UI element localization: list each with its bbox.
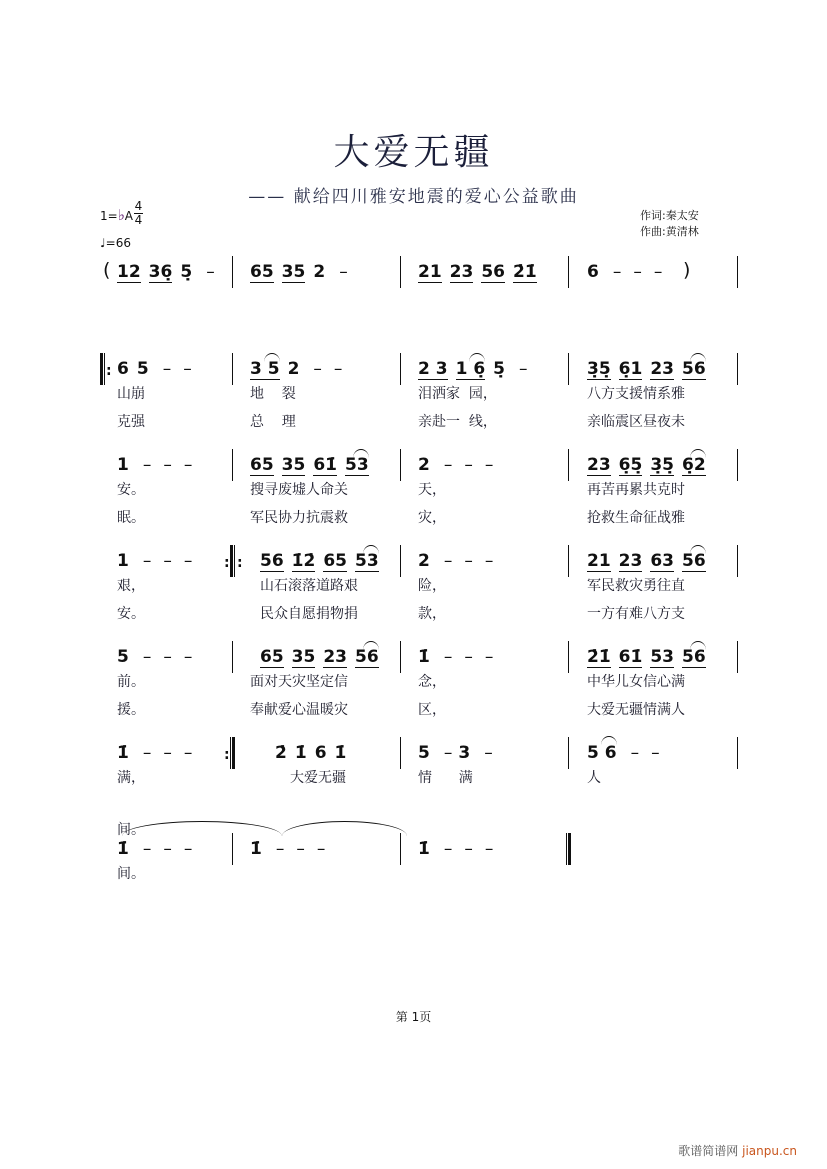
note-group: – xyxy=(163,743,172,763)
note-group: 35 xyxy=(281,262,306,282)
note-group: – xyxy=(443,455,453,475)
lyric-line: 人 xyxy=(587,770,601,786)
note-group: 6 xyxy=(117,359,129,379)
lyric-line: 民众自愿捐物捐 xyxy=(260,606,358,622)
barline xyxy=(232,641,233,673)
note-group: 1 xyxy=(117,551,129,571)
note-group: 5 xyxy=(117,647,129,667)
lyric-line: 抢救生命征战雅 xyxy=(587,510,685,526)
note-group: – xyxy=(142,647,152,667)
tempo-value: =66 xyxy=(105,236,131,250)
note-group: 23 xyxy=(650,359,675,379)
note-group: – xyxy=(464,647,473,667)
repeat-barline xyxy=(230,545,235,577)
note-group: 56 xyxy=(355,647,379,667)
intro-close-paren: ) xyxy=(683,259,691,281)
staff-row xyxy=(0,551,827,622)
staff-row xyxy=(0,455,827,526)
note-group: – xyxy=(339,262,348,282)
tempo-marking xyxy=(100,236,131,250)
note-group: 56 xyxy=(260,551,284,571)
time-bottom: 4 xyxy=(134,213,143,227)
note-group: – xyxy=(316,839,326,859)
lyric-line: 山石滚落道路艰 xyxy=(260,578,358,594)
lyric-line: 大爱无疆 xyxy=(290,770,346,786)
lyric-line: 险， xyxy=(418,578,446,594)
note-group: – xyxy=(651,743,660,763)
note-group: 56 xyxy=(682,647,706,667)
song-title: 大爱无疆 xyxy=(333,132,494,173)
lyric-line: 搜寻废墟人命关 xyxy=(250,482,348,498)
note-group: – xyxy=(443,647,453,667)
note-group: – xyxy=(443,551,453,571)
end-repeat-barline xyxy=(230,737,235,769)
note-group: 2 3 xyxy=(418,359,448,379)
key-note: A xyxy=(124,209,133,223)
lyric-line: 一方有难八方支 xyxy=(587,606,685,622)
note-group: 56 xyxy=(481,262,506,282)
lyric-line: 灾， xyxy=(418,510,446,526)
note-group: – xyxy=(464,551,473,571)
measure xyxy=(250,262,354,292)
barline xyxy=(400,641,401,673)
lyric-line: 念， xyxy=(418,674,446,690)
note-group: – xyxy=(296,839,305,859)
note-group: – xyxy=(484,839,494,859)
note-group: 6̣1 xyxy=(618,359,643,379)
note-group: 6 xyxy=(587,262,599,282)
start-repeat-barline xyxy=(100,353,105,385)
note-group: – xyxy=(142,839,152,859)
note-group: 65 xyxy=(323,551,348,571)
lyric-line: 军民协力抗震救 xyxy=(250,510,348,526)
time-top: 4 xyxy=(134,199,143,213)
measure xyxy=(418,839,499,869)
note-group: 21 xyxy=(587,551,611,571)
note-group: 1̇ xyxy=(117,743,129,763)
lyric-line: 山崩 xyxy=(117,386,145,402)
note-group: – xyxy=(633,262,642,282)
note-group: – xyxy=(183,647,193,667)
note-group: 5 xyxy=(418,743,430,763)
note-group: – xyxy=(163,839,172,859)
barline xyxy=(568,256,569,288)
note-group: 1̇ xyxy=(117,839,129,859)
lyricist: 作词:秦太安 xyxy=(640,209,699,222)
note-group: – xyxy=(333,359,343,379)
watermark-cn: 歌谱简谱网 xyxy=(678,1144,739,1158)
lyric-line: 克强 xyxy=(117,414,145,430)
barline xyxy=(737,449,738,481)
lyric-line: 安。 xyxy=(117,606,145,622)
note-group: – xyxy=(630,743,640,763)
lyric-line: 地 裂 xyxy=(250,386,296,402)
note-group: – xyxy=(163,455,172,475)
barline xyxy=(400,545,401,577)
measure xyxy=(418,262,545,292)
note-group: – xyxy=(183,551,193,571)
note-group: – xyxy=(464,455,473,475)
note-group: – xyxy=(464,839,473,859)
lyric-line: 亲赴一 线， xyxy=(418,414,497,430)
note-group: 1 6̣ xyxy=(455,359,486,379)
note-group: 23 xyxy=(449,262,474,282)
note-group: 2̇1̇ xyxy=(587,647,611,667)
note-group: 61̇ xyxy=(618,647,643,667)
barline xyxy=(232,256,233,288)
barline xyxy=(737,641,738,673)
note-group: 36̣ xyxy=(148,262,173,282)
note-group: – xyxy=(313,359,322,379)
barline xyxy=(568,449,569,481)
lyric-line: 中华儿女信心满 xyxy=(587,674,685,690)
note-group: 53 xyxy=(355,551,379,571)
barline xyxy=(232,353,233,385)
note-group: 1̇2̇ xyxy=(291,551,316,571)
note-group: 23 xyxy=(618,551,643,571)
note-group: – xyxy=(443,839,453,859)
barline xyxy=(400,256,401,288)
note-group: 2 xyxy=(418,551,430,571)
final-barline xyxy=(566,833,571,865)
note-group: 5̣ xyxy=(493,359,505,379)
note-group: – xyxy=(183,743,193,763)
note-group: 1 xyxy=(117,455,129,475)
staff-row xyxy=(0,839,827,882)
note-group: 1̇ xyxy=(334,743,347,763)
barline xyxy=(568,641,569,673)
barline xyxy=(232,833,233,865)
page-number: 第 1页 xyxy=(395,1010,432,1024)
lyric-line: 亲临震区昼夜未 xyxy=(587,414,685,430)
barline xyxy=(737,737,738,769)
lyric-line: 满， xyxy=(117,770,145,786)
note-group: 35 xyxy=(291,647,316,667)
song-subtitle: —— 献给四川雅安地震的爱心公益歌曲 xyxy=(248,187,579,207)
barline xyxy=(400,353,401,385)
note-group: 5̣ xyxy=(180,262,193,282)
note-group: 2̇ xyxy=(275,743,287,763)
repeat-dots-icon: : xyxy=(106,363,112,379)
lyric-line: 间。 xyxy=(117,822,145,838)
repeat-dots-icon: : xyxy=(237,555,243,571)
barline xyxy=(568,353,569,385)
note-group: 5 6 xyxy=(587,743,617,763)
note-group: – xyxy=(142,455,152,475)
note-group: 23 xyxy=(323,647,348,667)
lyric-line: 再苦再累共克时 xyxy=(587,482,685,498)
note-group: – xyxy=(653,262,663,282)
staff-row xyxy=(0,259,827,292)
note-group: – xyxy=(142,743,152,763)
note-group: – xyxy=(612,262,622,282)
intro-open-paren: ( xyxy=(103,259,111,281)
note-group: 1̇ xyxy=(418,647,430,667)
key-prefix: 1= xyxy=(100,209,118,223)
note-group: 2 xyxy=(313,262,326,282)
note-group: – xyxy=(183,359,192,379)
note-group: 65 xyxy=(260,647,284,667)
note-group: 3 xyxy=(458,743,471,763)
note-group: – xyxy=(162,359,172,379)
note-group: 2 xyxy=(418,455,430,475)
note-group: – xyxy=(484,455,494,475)
staff-row xyxy=(0,743,827,838)
repeat-dots-icon: : xyxy=(224,555,230,571)
barline xyxy=(400,449,401,481)
note-group: 3̣5̣ xyxy=(587,359,611,379)
measure xyxy=(587,262,668,292)
flat-icon: ♭ xyxy=(117,206,125,224)
note-group: 63 xyxy=(650,551,675,571)
note-group: 6 xyxy=(314,743,327,763)
barline xyxy=(400,737,401,769)
note-group: 1̇ xyxy=(250,839,262,859)
note-group: 3 5 xyxy=(250,359,280,379)
tie-icon xyxy=(282,821,407,836)
note-group: 65 xyxy=(250,455,274,475)
tie-icon xyxy=(122,821,282,836)
lyric-line: 援。 xyxy=(117,702,145,718)
measure xyxy=(117,262,221,292)
lyric-line: 眠。 xyxy=(117,510,145,526)
note-group: 61̇ xyxy=(313,455,338,475)
note-group: 5 xyxy=(136,359,149,379)
note-group: 65 xyxy=(250,262,274,282)
note-group: 1̇ xyxy=(418,839,430,859)
note-group: – xyxy=(484,551,494,571)
note-group: 53 xyxy=(650,647,675,667)
barline xyxy=(568,737,569,769)
lyric-line: 前。 xyxy=(117,674,145,690)
time-signature xyxy=(134,200,143,227)
watermark-url: jianpu.cn xyxy=(742,1144,797,1158)
staff-row xyxy=(0,647,827,718)
note-group: – xyxy=(183,455,193,475)
note-group: – xyxy=(163,551,172,571)
credits xyxy=(640,208,699,240)
lyric-line: 间。 xyxy=(117,866,145,882)
note-group: 2 xyxy=(287,359,300,379)
barline xyxy=(568,545,569,577)
note-group: 12 xyxy=(117,262,141,282)
note-group: 21 xyxy=(418,262,442,282)
barline xyxy=(737,256,738,288)
lyric-line: 区， xyxy=(418,702,446,718)
lyric-line: 总 理 xyxy=(250,414,296,430)
note-group: 3̣5̣ xyxy=(650,455,675,475)
note-group: 35 xyxy=(281,455,306,475)
note-group: 53 xyxy=(345,455,369,475)
note-group: – xyxy=(206,262,215,282)
key-signature xyxy=(100,206,133,224)
lyric-line: 款， xyxy=(418,606,446,622)
repeat-dots-icon: : xyxy=(224,747,230,763)
measure xyxy=(250,839,331,869)
quarter-note-icon: ♩ xyxy=(100,236,106,250)
note-group: – xyxy=(142,551,152,571)
lyric-line: 奉献爱心温暖灾 xyxy=(250,702,348,718)
note-group: – xyxy=(519,359,528,379)
note-group: – xyxy=(163,647,172,667)
lyric-line: 大爱无疆情满人 xyxy=(587,702,685,718)
note-group: – xyxy=(443,743,453,763)
lyric-line: 艰， xyxy=(117,578,145,594)
note-group: 23 xyxy=(587,455,611,475)
barline xyxy=(232,449,233,481)
lyric-line: 泪洒家 园， xyxy=(418,386,497,402)
note-group: – xyxy=(183,839,193,859)
note-group: 56 xyxy=(682,551,706,571)
barline xyxy=(400,833,401,865)
note-group: 6̣2 xyxy=(682,455,706,475)
note-group: 2̇1̇ xyxy=(513,262,537,282)
note-group: – xyxy=(484,743,493,763)
composer: 作曲:黄清林 xyxy=(640,225,699,238)
barline xyxy=(737,353,738,385)
barline xyxy=(737,545,738,577)
lyric-line: 八方支援情系雅 xyxy=(587,386,685,402)
staff-row xyxy=(0,359,827,430)
lyric-line: 面对天灾坚定信 xyxy=(250,674,348,690)
lyric-line: 天， xyxy=(418,482,446,498)
note-group: – xyxy=(484,647,494,667)
note-group: – xyxy=(275,839,285,859)
note-group: 6̣5̣ xyxy=(618,455,643,475)
lyric-line: 军民救灾勇往直 xyxy=(587,578,685,594)
watermark xyxy=(678,1142,797,1159)
note-group: 56 xyxy=(682,359,706,379)
lyric-line: 情 满 xyxy=(418,770,473,786)
lyric-line: 安。 xyxy=(117,482,145,498)
note-group: 1̇ xyxy=(294,743,307,763)
